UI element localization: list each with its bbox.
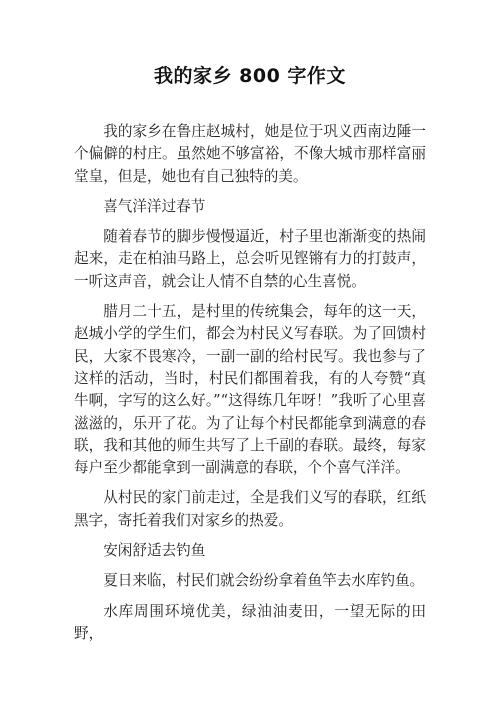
paragraph-intro: 我的家乡在鲁庄赵城村，她是位于巩义西南边陲一个偏僻的村庄。虽然她不够富裕，不像大城市那样富丽堂皇，但是，她也有自己独特的美。 bbox=[74, 123, 426, 185]
paragraph-couplet-writing: 腊月二十五，是村里的传统集会，每年的这一天，赵城小学的学生们，都会为村民义写春联。为了回馈村民，大家不畏寒冷，一副一副的给村民写。我也参与了这样的活动，当时，村民们都围着我，有的人夸赞“真牛啊，字写的这么好。”“这得练几年呀！”我听了心里喜滋滋的，乐开了花。为了让每个村民都能拿到满意的春联，我和其他的师生共写了上千副的春联。最终，每家每户至少都能拿到一副满意的春联，个个喜气洋洋。 bbox=[74, 303, 426, 477]
paragraph-spring-approach: 随着春节的脚步慢慢逼近，村子里也渐渐变的热闹起来，走在柏油马路上，总会听见铿锵有力的打鼓声，一听这声音，就会让人情不自禁的心生喜悦。 bbox=[74, 228, 426, 290]
section-heading-fishing: 安闲舒适去钓鱼 bbox=[103, 542, 206, 560]
document-body bbox=[74, 121, 426, 645]
paragraph-reservoir: 水库周围环境优美，绿油油麦田，一望无际的田野， bbox=[74, 602, 426, 642]
document-title: 我的家乡 800 字作文 bbox=[154, 65, 346, 87]
section-heading-spring-festival: 喜气洋洋过春节 bbox=[103, 197, 206, 215]
paragraph-summer-fishing: 夏日来临，村民们就会纷纷拿着鱼竿去水库钓鱼。 bbox=[103, 572, 425, 590]
paragraph-village-doors: 从村民的家门前走过，全是我们义写的春联，红纸黑字，寄托着我们对家乡的热爱。 bbox=[74, 489, 426, 529]
